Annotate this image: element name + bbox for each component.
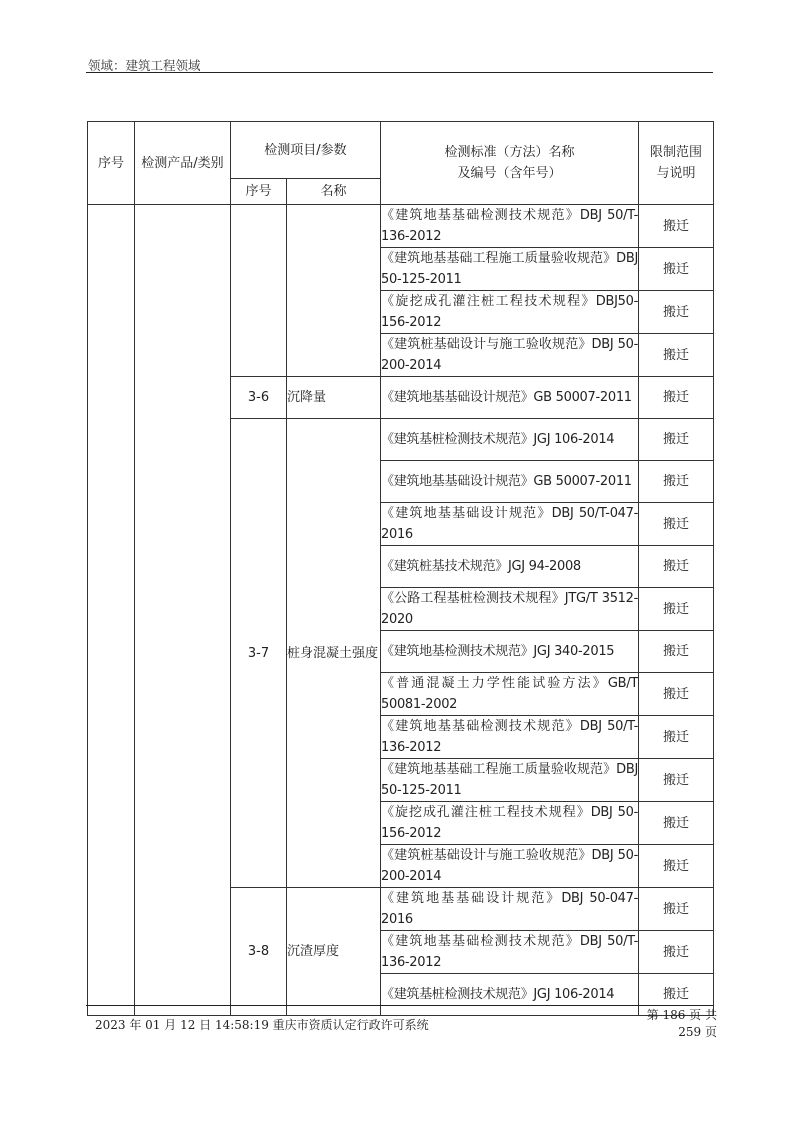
- sub-name-cell-empty: [287, 205, 381, 377]
- standard-cell: 《建筑地基基础检测技术规范》DBJ 50/T-136-2012: [381, 205, 639, 248]
- standard-cell: 《建筑地基基础检测技术规范》DBJ 50/T-136-2012: [381, 931, 639, 974]
- standard-cell: 《建筑地基基础设计规范》DBJ 50-047-2016: [381, 888, 639, 931]
- footer-timestamp-system: 2023 年 01 月 12 日 14:58:19 重庆市资质认定行政许可系统: [95, 1018, 429, 1032]
- item-name-cell: 沉渣厚度: [287, 888, 381, 1016]
- standard-cell: 《建筑基桩检测技术规范》JGJ 106-2014: [381, 419, 639, 461]
- limit-cell: 搬迁: [639, 802, 714, 845]
- header-limit-line1: 限制范围: [649, 145, 702, 160]
- limit-cell: 搬迁: [639, 461, 714, 503]
- standard-cell: 《公路工程基桩检测技术规程》JTG/T 3512-2020: [381, 588, 639, 631]
- standard-cell: 《普通混凝土力学性能试验方法》GB/T 50081-2002: [381, 673, 639, 716]
- limit-cell: 搬迁: [639, 419, 714, 461]
- product-cell-empty: [135, 205, 231, 1016]
- standard-cell: 《旋挖成孔灌注桩工程技术规程》DBJ 50-156-2012: [381, 802, 639, 845]
- item-name-cell: 沉降量: [287, 377, 381, 419]
- header-divider: [86, 72, 713, 73]
- item-seq-cell: 3-7: [231, 419, 287, 888]
- limit-cell: 搬迁: [639, 931, 714, 974]
- header-standard: [381, 122, 639, 205]
- limit-cell: 搬迁: [639, 546, 714, 588]
- standard-cell: 《建筑地基基础工程施工质量验收规范》DBJ 50-125-2011: [381, 759, 639, 802]
- standard-cell: 《旋挖成孔灌注桩工程技术规程》DBJ50-156-2012: [381, 291, 639, 334]
- footer-page-info: 第 186 页 共 259 页: [646, 1008, 717, 1039]
- standard-cell: 《建筑桩基础设计与施工验收规范》DBJ 50-200-2014: [381, 845, 639, 888]
- limit-cell: 搬迁: [639, 588, 714, 631]
- seq-cell-empty: [88, 205, 135, 1016]
- limit-cell: 搬迁: [639, 759, 714, 802]
- limit-cell: 搬迁: [639, 673, 714, 716]
- header-sub-name: 名称: [287, 179, 381, 205]
- table-body: [88, 205, 714, 1016]
- limit-cell: 搬迁: [639, 205, 714, 248]
- header-limit: [639, 122, 714, 205]
- standard-cell: 《建筑桩基础设计与施工验收规范》DBJ 50-200-2014: [381, 334, 639, 377]
- table-header: [88, 122, 714, 205]
- table-row: [88, 205, 714, 248]
- standard-cell: 《建筑基桩检测技术规范》JGJ 106-2014: [381, 974, 639, 1016]
- standard-cell: 《建筑桩基技术规范》JGJ 94-2008: [381, 546, 639, 588]
- limit-cell: 搬迁: [639, 845, 714, 888]
- item-name-cell: 桩身混凝土强度: [287, 419, 381, 888]
- standards-table: [87, 121, 714, 1016]
- limit-cell: 搬迁: [639, 334, 714, 377]
- item-seq-cell: 3-6: [231, 377, 287, 419]
- limit-cell: 搬迁: [639, 248, 714, 291]
- standard-cell: 《建筑地基基础工程施工质量验收规范》DBJ 50-125-2011: [381, 248, 639, 291]
- header-standard-line1: 检测标准（方法）名称: [444, 145, 575, 160]
- sub-seq-cell-empty: [231, 205, 287, 377]
- header-limit-line2: 与说明: [656, 166, 696, 181]
- limit-cell: 搬迁: [639, 974, 714, 1016]
- header-standard-line2: 及编号（含年号）: [457, 166, 562, 181]
- standard-cell: 《建筑地基基础设计规范》DBJ 50/T-047-2016: [381, 503, 639, 546]
- standard-cell: 《建筑地基基础设计规范》GB 50007-2011: [381, 377, 639, 419]
- limit-cell: 搬迁: [639, 631, 714, 673]
- standard-cell: 《建筑地基基础检测技术规范》DBJ 50/T-136-2012: [381, 716, 639, 759]
- page-header-domain: 领域：建筑工程领域: [88, 58, 201, 73]
- standard-cell: 《建筑地基检测技术规范》JGJ 340-2015: [381, 631, 639, 673]
- header-item-param: 检测项目/参数: [231, 122, 381, 179]
- header-sub-seq: 序号: [231, 179, 287, 205]
- limit-cell: 搬迁: [639, 888, 714, 931]
- standard-cell: 《建筑地基基础设计规范》GB 50007-2011: [381, 461, 639, 503]
- limit-cell: 搬迁: [639, 716, 714, 759]
- header-seq: 序号: [88, 122, 135, 205]
- item-seq-cell: 3-8: [231, 888, 287, 1016]
- header-product-category: 检测产品/类别: [135, 122, 231, 205]
- limit-cell: 搬迁: [639, 377, 714, 419]
- limit-cell: 搬迁: [639, 291, 714, 334]
- footer-divider: [86, 1005, 713, 1006]
- limit-cell: 搬迁: [639, 503, 714, 546]
